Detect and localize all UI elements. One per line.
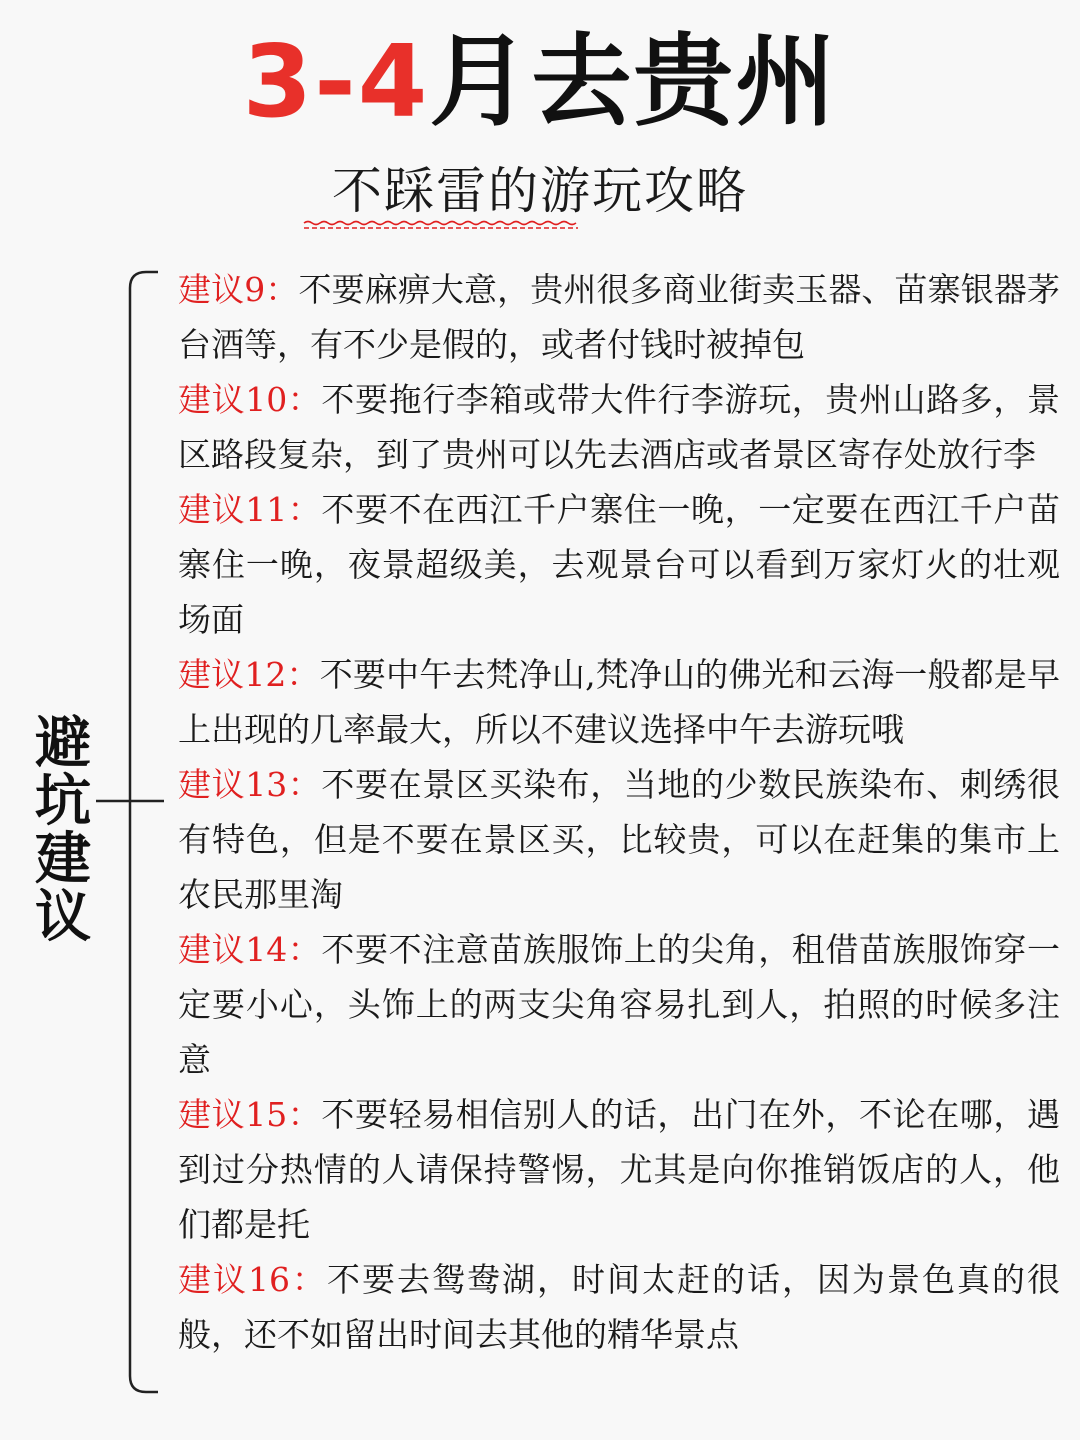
suggestion-text: 不要拖行李箱或带大件行李游玩，贵州山路多，景区路段复杂，到了贵州可以先去酒店或者景区寄存处放行李 xyxy=(178,380,1061,474)
suggestion-text: 不要麻痹大意，贵州很多商业街卖玉器、苗寨银器茅台酒等，有不少是假的，或者付钱时被掉包 xyxy=(178,270,1061,364)
subtitle-underline xyxy=(302,220,580,230)
suggestion-item-12 xyxy=(178,647,1060,757)
bracket-connector xyxy=(124,270,164,1394)
suggestion-text: 不要在景区买染布，当地的少数民族染布、刺绣很有特色，但是不要在景区买，比较贵，可以在赶集的集市上农民那里淘 xyxy=(178,765,1061,914)
page-title xyxy=(0,22,1080,142)
suggestion-label: 建议16： xyxy=(178,1260,327,1299)
suggestion-list xyxy=(178,262,1060,1362)
suggestion-label: 建议10： xyxy=(178,380,322,419)
suggestion-item-15 xyxy=(178,1087,1060,1252)
suggestion-text: 不要不注意苗族服饰上的尖角，租借苗族服饰穿一定要小心，头饰上的两支尖角容易扎到人，拍照的时候多注意 xyxy=(178,930,1061,1079)
suggestion-label: 建议15： xyxy=(178,1095,322,1134)
title-destination: 月去贵州 xyxy=(429,23,838,140)
suggestion-item-13 xyxy=(178,757,1060,922)
suggestion-label: 建议9： xyxy=(178,270,299,309)
suggestion-label: 建议14： xyxy=(178,930,322,969)
suggestion-item-16 xyxy=(178,1252,1060,1362)
bracket-stem-line xyxy=(96,796,164,806)
title-month-range: 3-4 xyxy=(242,23,430,140)
suggestion-text: 不要不在西江千户寨住一晚，一定要在西江千户苗寨住一晚，夜景超级美，去观景台可以看到万家灯火的壮观场面 xyxy=(178,490,1061,639)
suggestion-text: 不要轻易相信别人的话，出门在外，不论在哪，遇到过分热情的人请保持警惕，尤其是向你推销饭店的人，他们都是托 xyxy=(178,1095,1061,1244)
suggestion-text: 不要中午去梵净山,梵净山的佛光和云海一般都是早上出现的几率最大，所以不建议选择中午去游玩哦 xyxy=(178,655,1060,749)
suggestion-item-10 xyxy=(178,372,1060,482)
suggestion-item-14 xyxy=(178,922,1060,1087)
suggestion-label: 建议12： xyxy=(178,655,320,694)
suggestion-label: 建议11： xyxy=(178,490,322,529)
suggestion-text: 不要去鸳鸯湖，时间太赶的话，因为景色真的很般，还不如留出时间去其他的精华景点 xyxy=(178,1260,1060,1354)
side-label: 避坑建议 xyxy=(35,711,91,950)
suggestion-item-9 xyxy=(178,262,1060,372)
page-subtitle: 不踩雷的游玩攻略 xyxy=(332,162,748,220)
suggestion-item-11 xyxy=(178,482,1060,647)
suggestion-label: 建议13： xyxy=(178,765,322,804)
